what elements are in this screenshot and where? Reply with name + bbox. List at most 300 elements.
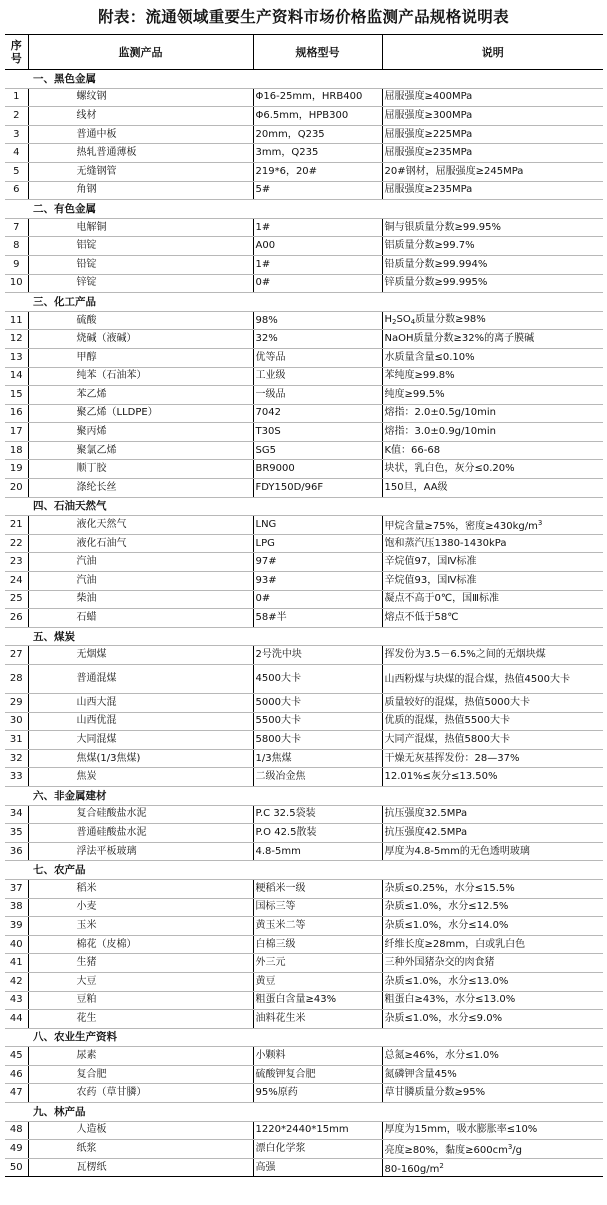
spec-model: 国标三等 [253, 898, 382, 917]
row-number: 2 [5, 107, 28, 126]
product-name: 汽油 [28, 553, 253, 572]
table-row [5, 218, 603, 237]
category-label: 六、非金属建材 [5, 786, 603, 805]
description [382, 553, 603, 572]
row-number: 42 [5, 972, 28, 991]
description-text: 纯度≥99.5% [384, 388, 445, 400]
row-number: 18 [5, 441, 28, 460]
product-name: 液化石油气 [28, 534, 253, 553]
spec-model: LNG [253, 516, 382, 535]
table-row [5, 330, 603, 349]
table-row [5, 694, 603, 713]
row-number: 19 [5, 460, 28, 479]
table-row [5, 125, 603, 144]
product-name: 花生 [28, 1010, 253, 1029]
description [382, 731, 603, 750]
description-text: 辛烷值93，国Ⅳ标准 [384, 574, 477, 586]
spec-model: 0# [253, 590, 382, 609]
product-name: 热轧普通薄板 [28, 144, 253, 163]
product-name: 焦煤(1/3焦煤) [28, 749, 253, 768]
row-number: 47 [5, 1084, 28, 1103]
description [382, 88, 603, 107]
description-subscript: 2 [392, 317, 397, 326]
category-row [5, 200, 603, 219]
description-text: 杂质≤1.0%，水分≤9.0% [384, 1012, 503, 1024]
product-name: 豆粕 [28, 991, 253, 1010]
description [382, 879, 603, 898]
description [382, 107, 603, 126]
description-text: 铅质量分数≥99.994% [384, 258, 488, 270]
description [382, 572, 603, 591]
description [382, 125, 603, 144]
spec-model: Φ6.5mm，HPB300 [253, 107, 382, 126]
row-number: 26 [5, 609, 28, 628]
spec-table [5, 34, 603, 1177]
description-text: 150旦，AA级 [384, 481, 448, 493]
description-formula-so: SO [396, 313, 411, 325]
description [382, 991, 603, 1010]
product-name: 生猪 [28, 954, 253, 973]
row-number: 35 [5, 824, 28, 843]
row-number: 39 [5, 917, 28, 936]
table-row [5, 879, 603, 898]
description-text: 铜与银质量分数≥99.95% [384, 221, 502, 233]
description [382, 1158, 603, 1177]
category-label: 二、有色金属 [5, 200, 603, 219]
spec-model: 黄豆 [253, 972, 382, 991]
category-label: 八、农业生产资料 [5, 1028, 603, 1047]
spec-model: 1220*2440*15mm [253, 1121, 382, 1140]
description [382, 1047, 603, 1066]
product-name: 普通中板 [28, 125, 253, 144]
description [382, 441, 603, 460]
category-label: 五、煤炭 [5, 627, 603, 646]
product-name: 聚丙烯 [28, 423, 253, 442]
spec-model: 1# [253, 255, 382, 274]
row-number: 13 [5, 348, 28, 367]
description-text: 凝点不高于0℃，国Ⅲ标准 [384, 593, 499, 605]
description [382, 274, 603, 293]
description-text: 80-160g/m [384, 1163, 440, 1175]
table-row [5, 1084, 603, 1103]
description-text: 杂质≤1.0%，水分≤14.0% [384, 919, 509, 931]
table-row [5, 479, 603, 498]
description-text: 12.01%≤灰分≤13.50% [384, 771, 498, 783]
row-number: 14 [5, 367, 28, 386]
description-text: 苯纯度≥99.8% [384, 370, 455, 382]
product-name: 角钢 [28, 181, 253, 200]
product-name: 瓦楞纸 [28, 1158, 253, 1177]
description [382, 646, 603, 665]
description [382, 516, 603, 535]
header-no [5, 35, 28, 70]
description-text: 辛烷值97，国Ⅳ标准 [384, 556, 477, 568]
row-number: 36 [5, 842, 28, 861]
table-row [5, 805, 603, 824]
spec-model: 98% [253, 311, 382, 330]
product-name: 大同混煤 [28, 731, 253, 750]
description [382, 935, 603, 954]
description-text: 亮度≥80%，黏度≥600cm [384, 1145, 508, 1157]
row-number: 15 [5, 386, 28, 405]
description-text: 山西粉煤与块煤的混合煤，热值4500大卡 [384, 673, 570, 685]
spec-model: BR9000 [253, 460, 382, 479]
description-text: 屈服强度≥400MPa [384, 91, 473, 103]
description [382, 609, 603, 628]
description-superscript: 3 [537, 519, 543, 528]
product-name: 纯苯（石油苯） [28, 367, 253, 386]
description-text: 屈服强度≥225MPa [384, 128, 473, 140]
table-row [5, 553, 603, 572]
table-row [5, 768, 603, 787]
spec-model: 油料花生米 [253, 1010, 382, 1029]
table-row [5, 516, 603, 535]
spec-model: 黄玉米二等 [253, 917, 382, 936]
spec-model: 漂白化学浆 [253, 1140, 382, 1159]
category-label: 一、黑色金属 [5, 70, 603, 89]
spec-model: A00 [253, 237, 382, 256]
header-spec: 规格型号 [253, 35, 382, 70]
description-text: 挥发份为3.5－6.5%之间的无烟块煤 [384, 649, 546, 661]
row-number: 32 [5, 749, 28, 768]
spec-model: 小颗料 [253, 1047, 382, 1066]
product-name: 螺纹钢 [28, 88, 253, 107]
product-name: 复合硅酸盐水泥 [28, 805, 253, 824]
product-name: 电解铜 [28, 218, 253, 237]
spec-model: 3mm，Q235 [253, 144, 382, 163]
row-number: 4 [5, 144, 28, 163]
description [382, 842, 603, 861]
category-row [5, 497, 603, 516]
description [382, 1121, 603, 1140]
table-row [5, 1158, 603, 1177]
row-number: 33 [5, 768, 28, 787]
table-row [5, 609, 603, 628]
spec-model: 5800大卡 [253, 731, 382, 750]
description [382, 590, 603, 609]
spec-model: 工业级 [253, 367, 382, 386]
table-row [5, 423, 603, 442]
description [382, 367, 603, 386]
spec-model: 4.8-5mm [253, 842, 382, 861]
description-text: 熔指：3.0±0.9g/10min [384, 426, 496, 438]
description [382, 665, 603, 694]
product-name: 汽油 [28, 572, 253, 591]
description [382, 181, 603, 200]
description-text: 抗压强度42.5MPa [384, 826, 468, 838]
product-name: 烧碱（液碱） [28, 330, 253, 349]
table-row [5, 1121, 603, 1140]
spec-model: 一级品 [253, 386, 382, 405]
product-name: 铅锭 [28, 255, 253, 274]
category-label: 七、农产品 [5, 861, 603, 880]
product-name: 小麦 [28, 898, 253, 917]
category-label: 三、化工产品 [5, 293, 603, 312]
product-name: 农药（草甘膦） [28, 1084, 253, 1103]
table-row [5, 460, 603, 479]
row-number: 46 [5, 1065, 28, 1084]
description-text: 屈服强度≥300MPa [384, 109, 473, 121]
product-name: 人造板 [28, 1121, 253, 1140]
row-number: 17 [5, 423, 28, 442]
header-note: 说明 [382, 35, 603, 70]
description-text: 杂质≤0.25%，水分≤15.5% [384, 882, 515, 894]
category-row [5, 1103, 603, 1122]
description [382, 898, 603, 917]
product-name: 普通硅酸盐水泥 [28, 824, 253, 843]
spec-model: 5# [253, 181, 382, 200]
description-text: 熔指：2.0±0.5g/10min [384, 407, 496, 419]
table-row [5, 255, 603, 274]
product-name: 复合肥 [28, 1065, 253, 1084]
description-formula-h: H [384, 313, 393, 325]
spec-model: 外三元 [253, 954, 382, 973]
table-row [5, 991, 603, 1010]
table-row [5, 311, 603, 330]
spec-model: 5000大卡 [253, 694, 382, 713]
spec-model: 32% [253, 330, 382, 349]
table-row [5, 162, 603, 181]
description [382, 805, 603, 824]
row-number: 3 [5, 125, 28, 144]
row-number: 48 [5, 1121, 28, 1140]
table-row [5, 534, 603, 553]
description-superscript: 2 [439, 1161, 444, 1170]
description-text: 甲烷含量≥75%，密度≥430kg/m [384, 521, 538, 533]
row-number: 10 [5, 274, 28, 293]
product-name: 线材 [28, 107, 253, 126]
product-name: 聚乙烯（LLDPE） [28, 404, 253, 423]
table-row [5, 731, 603, 750]
description [382, 479, 603, 498]
description-text: 干燥无灰基挥发份：28—37% [384, 752, 520, 764]
spec-model: P.C 32.5袋装 [253, 805, 382, 824]
row-number: 16 [5, 404, 28, 423]
table-row [5, 646, 603, 665]
category-row [5, 786, 603, 805]
description [382, 237, 603, 256]
table-row [5, 824, 603, 843]
row-number: 43 [5, 991, 28, 1010]
description [382, 1140, 603, 1159]
table-row [5, 898, 603, 917]
row-number: 11 [5, 311, 28, 330]
product-name: 无缝钢管 [28, 162, 253, 181]
description-text: 三种外国猪杂交的肉食猪 [384, 957, 495, 969]
spec-model: FDY150D/96F [253, 479, 382, 498]
description-text: 块状，乳白色，灰分≤0.20% [384, 463, 515, 475]
product-name: 稻米 [28, 879, 253, 898]
description [382, 218, 603, 237]
row-number: 6 [5, 181, 28, 200]
description-text: 杂质≤1.0%，水分≤13.0% [384, 975, 509, 987]
table-row [5, 972, 603, 991]
row-number: 8 [5, 237, 28, 256]
description-text: 纤维长度≥28mm，白或乳白色 [384, 938, 526, 950]
spec-model: SG5 [253, 441, 382, 460]
description [382, 824, 603, 843]
description [382, 768, 603, 787]
product-name: 无烟煤 [28, 646, 253, 665]
category-row [5, 293, 603, 312]
description-text: 20#钢材，屈服强度≥245MPa [384, 165, 524, 177]
description [382, 1084, 603, 1103]
spec-model: 58#半 [253, 609, 382, 628]
row-number: 49 [5, 1140, 28, 1159]
description-text: 氮磷钾含量45% [384, 1068, 457, 1080]
header-product: 监测产品 [28, 35, 253, 70]
row-number: 37 [5, 879, 28, 898]
row-number: 24 [5, 572, 28, 591]
table-row [5, 348, 603, 367]
description [382, 311, 603, 330]
spec-model: 93# [253, 572, 382, 591]
spec-model: 0# [253, 274, 382, 293]
category-row [5, 627, 603, 646]
product-name: 棉花（皮棉） [28, 935, 253, 954]
table-row [5, 386, 603, 405]
description-text: 厚度为15mm，吸水膨胀率≤10% [384, 1124, 538, 1136]
description [382, 162, 603, 181]
spec-model: 二级冶金焦 [253, 768, 382, 787]
row-number: 7 [5, 218, 28, 237]
table-header-row [5, 35, 603, 70]
product-name: 山西优混 [28, 712, 253, 731]
row-number: 50 [5, 1158, 28, 1177]
table-row [5, 181, 603, 200]
table-row [5, 712, 603, 731]
description [382, 144, 603, 163]
description-subscript: 4 [410, 317, 416, 326]
spec-model: 粗蛋白含量≥43% [253, 991, 382, 1010]
product-name: 普通混煤 [28, 665, 253, 694]
description [382, 534, 603, 553]
row-number: 44 [5, 1010, 28, 1029]
table-row [5, 88, 603, 107]
spec-model: 1# [253, 218, 382, 237]
product-name: 柴油 [28, 590, 253, 609]
description [382, 749, 603, 768]
table-row [5, 1065, 603, 1084]
row-number: 22 [5, 534, 28, 553]
product-name: 铝锭 [28, 237, 253, 256]
spec-model: 95%原药 [253, 1084, 382, 1103]
table-row [5, 590, 603, 609]
description [382, 330, 603, 349]
description-suffix: /g [512, 1145, 522, 1157]
spec-model: 4500大卡 [253, 665, 382, 694]
description-text: 屈服强度≥235MPa [384, 147, 473, 159]
spec-model: P.O 42.5散装 [253, 824, 382, 843]
row-number: 30 [5, 712, 28, 731]
product-name: 苯乙烯 [28, 386, 253, 405]
description [382, 348, 603, 367]
row-number: 28 [5, 665, 28, 694]
row-number: 9 [5, 255, 28, 274]
product-name: 甲醇 [28, 348, 253, 367]
description-text: 大同产混煤，热值5800大卡 [384, 733, 510, 745]
header-no-line2: 号 [10, 52, 22, 65]
description [382, 255, 603, 274]
table-row [5, 404, 603, 423]
spec-model: 20mm，Q235 [253, 125, 382, 144]
description [382, 404, 603, 423]
category-row [5, 1028, 603, 1047]
row-number: 23 [5, 553, 28, 572]
table-row [5, 954, 603, 973]
product-name: 石蜡 [28, 609, 253, 628]
row-number: 38 [5, 898, 28, 917]
description-text: 熔点不低于58℃ [384, 612, 459, 624]
description [382, 972, 603, 991]
description [382, 694, 603, 713]
description [382, 1010, 603, 1029]
row-number: 31 [5, 731, 28, 750]
row-number: 27 [5, 646, 28, 665]
row-number: 41 [5, 954, 28, 973]
spec-model: 粳稻米一级 [253, 879, 382, 898]
table-row [5, 665, 603, 694]
spec-model: 97# [253, 553, 382, 572]
spec-model: 219*6，20# [253, 162, 382, 181]
table-row [5, 1010, 603, 1029]
table-row [5, 749, 603, 768]
category-label: 四、石油天然气 [5, 497, 603, 516]
table-row [5, 367, 603, 386]
description [382, 460, 603, 479]
description [382, 712, 603, 731]
table-row [5, 237, 603, 256]
row-number: 40 [5, 935, 28, 954]
product-name: 顺丁胶 [28, 460, 253, 479]
description [382, 917, 603, 936]
row-number: 25 [5, 590, 28, 609]
description-text: 杂质≤1.0%，水分≤12.5% [384, 901, 509, 913]
product-name: 浮法平板玻璃 [28, 842, 253, 861]
table-row [5, 144, 603, 163]
header-no-line1: 序 [10, 39, 22, 52]
product-name: 聚氯乙烯 [28, 441, 253, 460]
description-text: K值：66-68 [384, 444, 441, 456]
row-number: 12 [5, 330, 28, 349]
table-row [5, 917, 603, 936]
product-name: 液化天然气 [28, 516, 253, 535]
table-row [5, 935, 603, 954]
description-text: 总氮≥46%，水分≤1.0% [384, 1050, 499, 1062]
category-label: 九、林产品 [5, 1103, 603, 1122]
table-row [5, 1047, 603, 1066]
spec-model: LPG [253, 534, 382, 553]
product-name: 硫酸 [28, 311, 253, 330]
row-number: 5 [5, 162, 28, 181]
description-text: 厚度为4.8-5mm的无色透明玻璃 [384, 845, 530, 857]
row-number: 1 [5, 88, 28, 107]
description [382, 423, 603, 442]
description [382, 954, 603, 973]
description-text: 饱和蒸汽压1380-1430kPa [384, 537, 507, 549]
description [382, 386, 603, 405]
spec-model: 优等品 [253, 348, 382, 367]
description-text: 抗压强度32.5MPa [384, 808, 468, 820]
spec-model: 1/3焦煤 [253, 749, 382, 768]
row-number: 34 [5, 805, 28, 824]
table-row [5, 572, 603, 591]
spec-model: T30S [253, 423, 382, 442]
description-text: 草甘膦质量分数≥95% [384, 1087, 486, 1099]
product-name: 玉米 [28, 917, 253, 936]
table-body [5, 70, 603, 1177]
row-number: 21 [5, 516, 28, 535]
